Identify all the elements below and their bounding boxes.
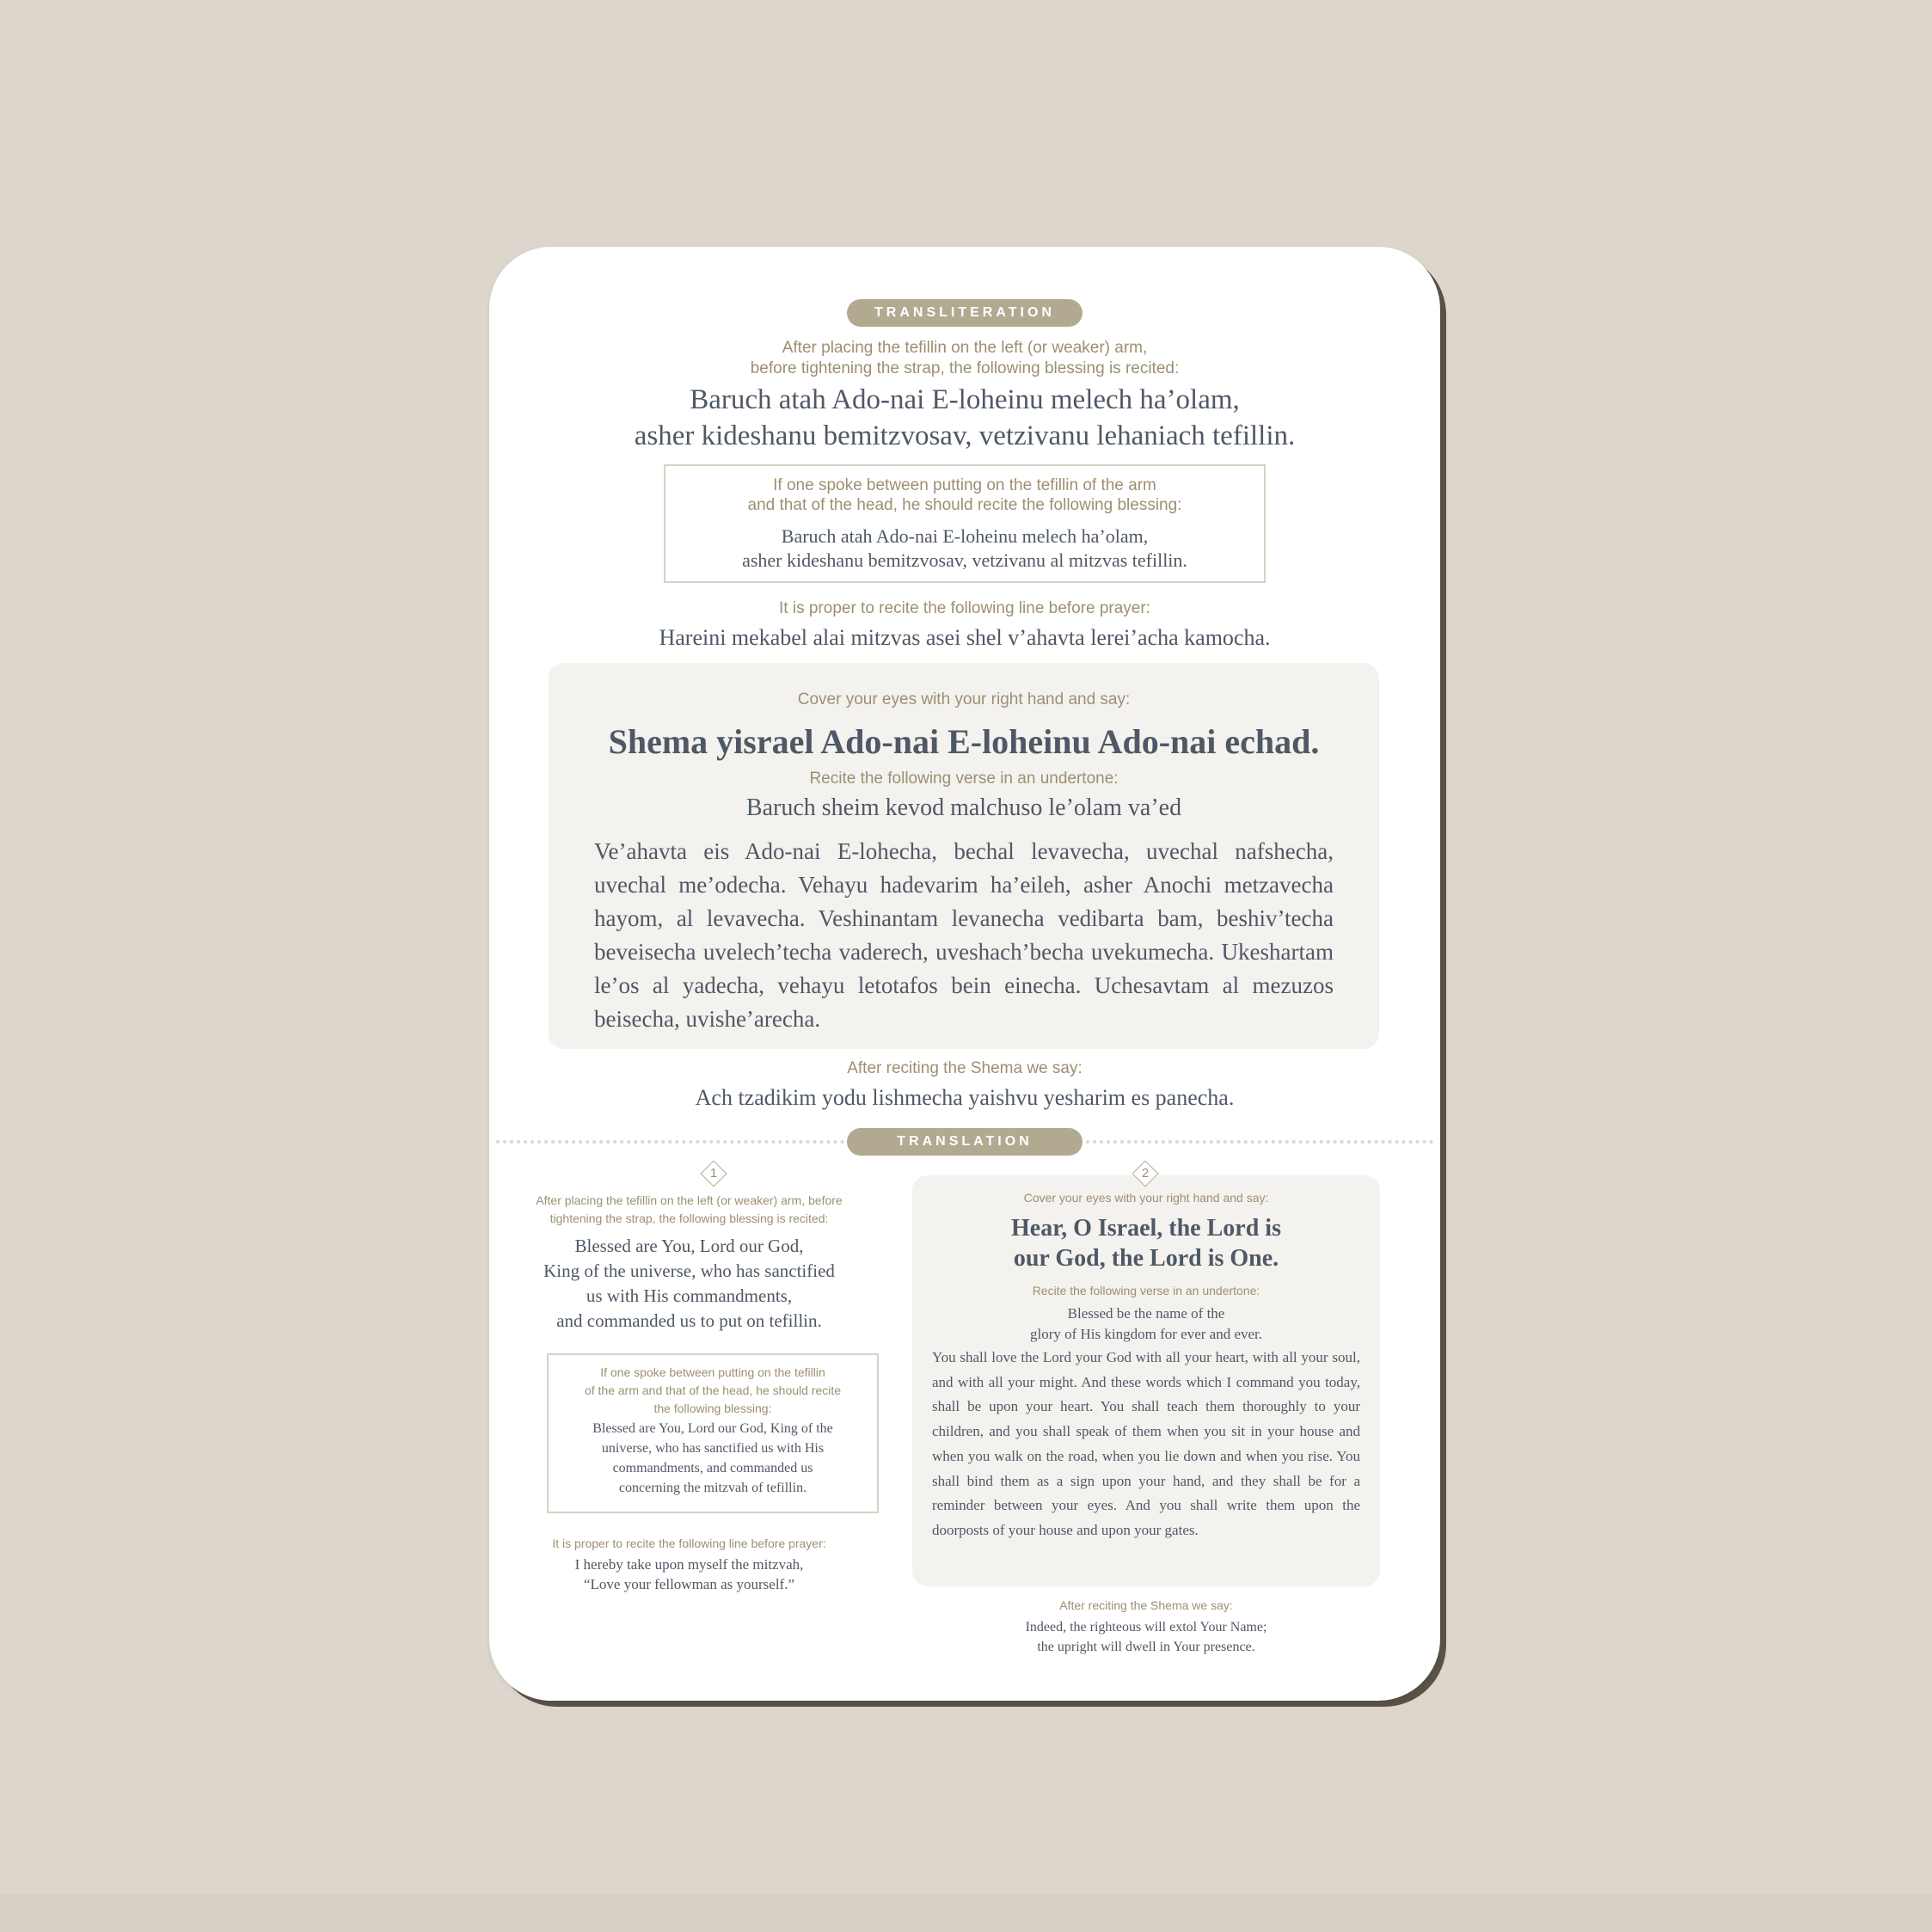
step-number: 2 xyxy=(1141,1166,1150,1181)
left-instruction xyxy=(524,1192,855,1228)
left-head-blessing-box xyxy=(547,1353,879,1513)
left-box-blessing xyxy=(549,1419,877,1498)
left-box-instruction xyxy=(549,1364,877,1418)
ahavta-line: Hareini mekabel alai mitzvas asei shel v’ahavta lerei’acha kamocha. xyxy=(659,625,1271,650)
left-instruction-before-prayer: It is proper to recite the following line before prayer: xyxy=(552,1536,826,1550)
prayer-card xyxy=(489,247,1440,1701)
instruction-line: If one spoke between putting on the tefillin of the arm xyxy=(773,476,1156,494)
undertone-instruction: Recite the following verse in an undertone: xyxy=(809,770,1119,788)
blessing-line: commandments, and commanded us xyxy=(612,1461,813,1475)
right-undertone xyxy=(912,1303,1380,1345)
veahavta-paragraph: Ve’ahavta eis Ado-nai E-lohecha, bechal levavecha, uvechal nafshecha, uvechal me’odecha. Vehayu hadevarim ha’eileh, asher Anochi metzavecha hayom, al levavecha. Veshinantam levanecha vedibarta bam, beshiv’techa beveisecha uvelech’techa vaderech, uveshach’becha uvekumecha. Ukeshartam le’os al yadecha, vehayu letotafos bein einecha. Uchesavtam al mezuzos beisecha, uvishe’arecha. xyxy=(594,838,1334,1032)
blessing-line: universe, who has sanctified us with His xyxy=(601,1441,825,1456)
instruction-line: If one spoke between putting on the tefillin xyxy=(600,1365,825,1379)
blessing-line: Blessed are You, Lord our God, xyxy=(574,1236,804,1256)
after-shema-instruction: After reciting the Shema we say: xyxy=(847,1059,1083,1077)
blessing-line: us with His commandments, xyxy=(586,1285,793,1306)
line: Indeed, the righteous will extol Your Name; xyxy=(1025,1620,1267,1635)
undertone-line: Baruch sheim kevod malchuso le’olam va’ed xyxy=(745,794,1182,821)
instruction-line: before tightening the strap, the following blessing is recited: xyxy=(750,359,1180,377)
translation-header: TRANSLATION xyxy=(847,1128,1083,1156)
left-blessing xyxy=(524,1234,855,1334)
shema-line: Hear, O Israel, the Lord is xyxy=(1011,1215,1281,1242)
instruction-before-prayer: It is proper to recite the following line before prayer: xyxy=(779,599,1150,617)
shema-panel xyxy=(549,663,1379,1049)
blessing-arm xyxy=(489,382,1440,454)
shema-line: Shema yisrael Ado-nai E-loheinu Ado-nai echad. xyxy=(608,722,1320,761)
blessing-line: King of the universe, who has sanctified xyxy=(543,1260,835,1281)
after-shema-line: Ach tzadikim yodu lishmecha yaishvu yesharim es panecha. xyxy=(695,1085,1235,1110)
line: I hereby take upon myself the mitzvah, xyxy=(574,1556,804,1573)
blessing-line: Blessed are You, Lord our God, King of the xyxy=(592,1421,833,1436)
left-ahavta-line xyxy=(524,1555,855,1594)
line: the upright will dwell in Your presence. xyxy=(1037,1640,1255,1654)
right-after-line xyxy=(912,1617,1380,1657)
blessing-line: asher kideshanu bemitzvosav, vetzivanu al mitzvas tefillin. xyxy=(742,549,1187,571)
instruction-arm xyxy=(489,338,1440,379)
blessing-line: Baruch atah Ado-nai E-loheinu melech ha’olam, xyxy=(690,384,1240,415)
blessing-line: and commanded us to put on tefillin. xyxy=(556,1310,822,1331)
shema-line: our God, the Lord is One. xyxy=(1013,1245,1279,1272)
undertone-line: Blessed be the name of the xyxy=(1067,1305,1225,1322)
box-blessing xyxy=(665,524,1264,573)
blessing-line: Baruch atah Ado-nai E-loheinu melech ha’olam, xyxy=(781,525,1149,547)
table-surface xyxy=(0,1894,1932,1932)
instruction-line: After placing the tefillin on the left (or weaker) arm, before xyxy=(536,1193,843,1207)
blessing-line: concerning the mitzvah of tefillin. xyxy=(618,1481,807,1495)
right-shema xyxy=(912,1213,1380,1273)
instruction-line: of the arm and that of the head, he should recite xyxy=(584,1383,842,1397)
instruction-line: and that of the head, he should recite the following blessing: xyxy=(747,496,1182,514)
right-after-instruction: After reciting the Shema we say: xyxy=(1059,1598,1233,1612)
transliteration-header: TRANSLITERATION xyxy=(847,299,1083,327)
divider-right xyxy=(1086,1140,1433,1144)
line: “Love your fellowman as yourself.” xyxy=(584,1576,794,1592)
shema-instruction: Cover your eyes with your right hand and say: xyxy=(797,690,1131,708)
blessing-line: asher kideshanu bemitzvosav, vetzivanu lehaniach tefillin. xyxy=(634,420,1296,451)
right-undertone-instruction: Recite the following verse in an undertone: xyxy=(1032,1284,1260,1297)
right-paragraph: You shall love the Lord your God with all your heart, with all your soul, and with all your might. And these words which I command you today, shall be upon your heart. You shall teach them thoroughly to your children, and you shall speak of them when you sit in your house and when you walk on the road, when you lie down and when you rise. You shall bind them as a sign upon your hand, and they shall be for a reminder between your eyes. And you shall write them upon the doorposts of your house and upon your gates. xyxy=(932,1349,1360,1538)
instruction-line: the following blessing: xyxy=(653,1401,772,1415)
box-instruction xyxy=(665,475,1264,515)
instruction-line: tightening the strap, the following blessing is recited: xyxy=(549,1211,829,1225)
step-number: 1 xyxy=(709,1166,718,1181)
right-shema-panel xyxy=(912,1175,1380,1586)
right-instruction: Cover your eyes with your right hand and say: xyxy=(1023,1191,1269,1205)
undertone-line: glory of His kingdom for ever and ever. xyxy=(1029,1326,1263,1342)
divider-left xyxy=(496,1140,844,1144)
instruction-line: After placing the tefillin on the left (or weaker) arm, xyxy=(782,339,1148,357)
head-blessing-box xyxy=(664,464,1266,583)
